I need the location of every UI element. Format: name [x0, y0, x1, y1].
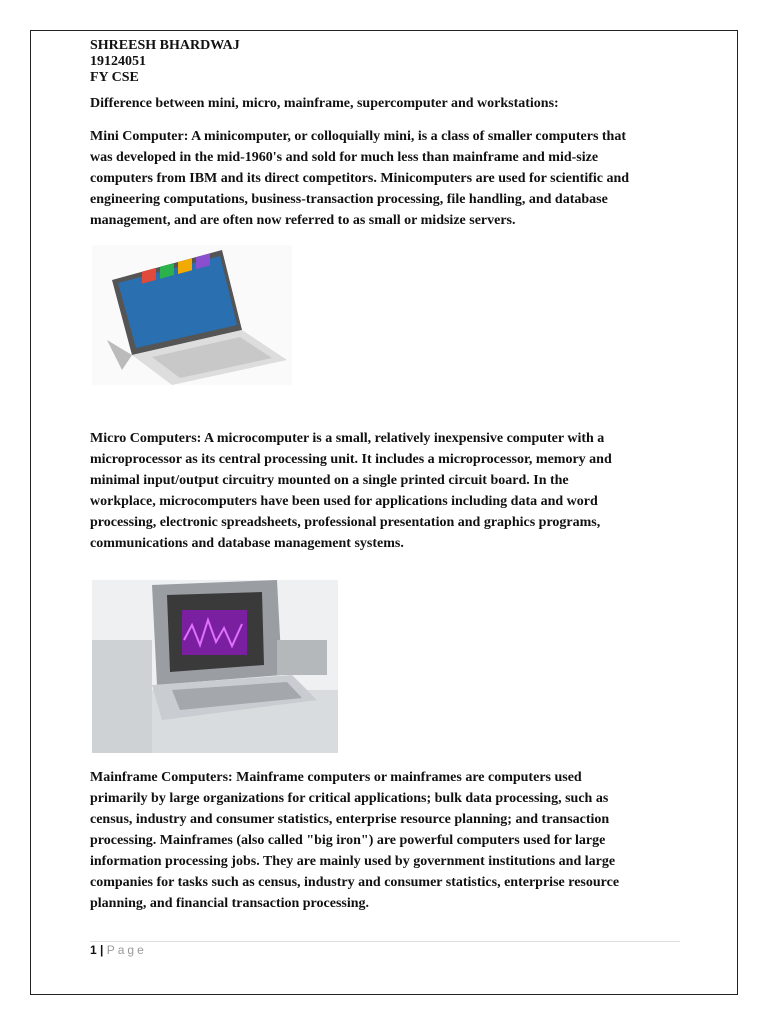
text-line: primarily by large organizations for critical applications; bulk data processing, such as [90, 791, 609, 806]
text-line: census, industry and consumer statistics, enterprise resource planning; and transaction [90, 812, 610, 827]
author-name: SHREESH BHARDWAJ [90, 38, 240, 53]
text-line: microprocessor as its central processing unit. It includes a microprocessor, memory and [90, 452, 612, 467]
author-header [90, 38, 240, 86]
micro-computer-paragraph [90, 428, 612, 554]
text-line: Mainframe Computers: Mainframe computers or mainframes are computers used [90, 770, 582, 785]
document-title: Difference between mini, micro, mainframe, supercomputer and workstations: [90, 96, 559, 111]
text-line: Micro Computers: A microcomputer is a small, relatively inexpensive computer with a [90, 431, 605, 446]
text-line: companies for tasks such as census, industry and consumer statistics, enterprise resource [90, 875, 620, 890]
text-line: minimal input/output circuitry mounted on a single printed circuit board. In the [90, 473, 569, 488]
text-line: management, and are often now referred to as small or midsize servers. [90, 213, 516, 228]
text-line: workplace, microcomputers have been used for applications including data and word [90, 494, 598, 509]
microcomputer-image [92, 580, 338, 753]
page-label: Page [106, 943, 147, 957]
text-line: processing. Mainframes (also called "big iron") are powerful computers used for large [90, 833, 606, 848]
mini-computer-paragraph [90, 126, 629, 231]
text-line: computers from IBM and its direct competitors. Minicomputers are used for scientific and [90, 171, 630, 186]
page-number: 1 | [90, 943, 104, 957]
text-line: Mini Computer: A minicomputer, or colloquially mini, is a class of smaller computers that [90, 129, 627, 144]
page-footer [90, 943, 147, 957]
student-class: FY CSE [90, 70, 139, 85]
student-id: 19124051 [90, 54, 146, 69]
text-line: planning, and financial transaction processing. [90, 896, 370, 911]
text-line: was developed in the mid-1960's and sold for much less than mainframe and mid-size [90, 150, 599, 165]
text-line: information processing jobs. They are mainly used by government institutions and large [90, 854, 616, 869]
footer-divider [90, 941, 680, 942]
text-line: engineering computations, business-transaction processing, file handling, and database [90, 192, 608, 207]
minicomputer-image [92, 245, 292, 385]
text-line: communications and database management systems. [90, 536, 404, 551]
mainframe-computer-paragraph [90, 767, 619, 914]
text-line: processing, electronic spreadsheets, professional presentation and graphics programs, [90, 515, 601, 530]
